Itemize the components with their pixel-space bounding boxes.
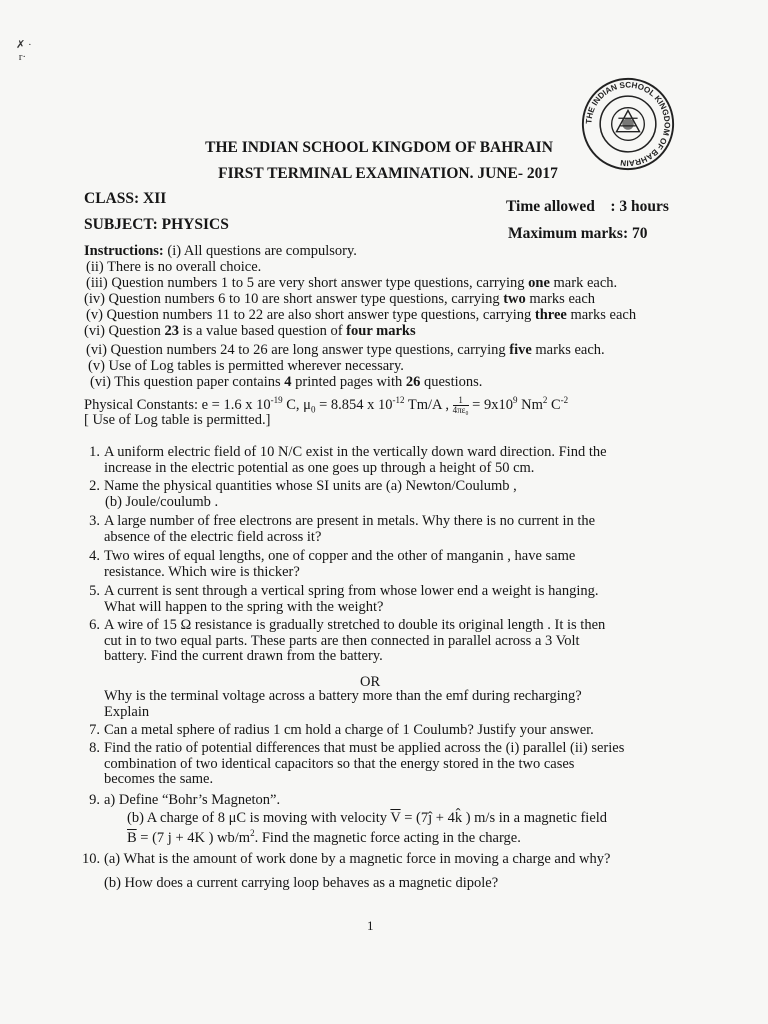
class-label: CLASS: XII [84,190,167,207]
instruction-line-8: (v) Use of Log tables is permitted wherever necessary. [88,358,404,374]
question-9: 9. a) Define “Bohr’s Magneton”. (b) A charge of 8 μC is moving with velocity $\overline{V}$ = (7ĵ + 4k̂ ) m/s in a magnetic field $\overline{B} = (7$ j + 4K ) $wb/m^2$. Find the magnetic force acting in the charge. [89,792,608,846]
time-allowed [506,198,669,216]
subject-label: SUBJECT: PHYSICS [84,216,229,233]
instruction-line-5: (v) Question numbers 11 to 22 are also short answer type questions, carrying three marks each [86,307,637,323]
instruction-line-4: (iv) Question numbers 6 to 10 are short answer type questions, carrying two marks each [84,291,596,307]
question-8: 8. Find the ratio of potential differences that must be applied across the (i) parallel (ii) series combination of two identical capacitors so that the energy stored in the two cases becomes the same. [89,740,625,787]
question-4: 4. Two wires of equal lengths, one of copper and the other of manganin , have same resistance. Which wire is thicker? [89,548,576,580]
question-7: 7. Can a metal sphere of radius 1 cm hold a charge of 1 Coulumb? Justify your answer. [89,722,594,738]
seal-text: THE INDIAN SCHOOL KINGDOM OF BAHRAIN [584,80,672,168]
school-seal-stamp [580,76,676,172]
question-1: 1. A uniform electric field of 10 N/C exist in the vertically down ward direction. Find the increase in the electric potential as one goes up through a height of 50 cm. [89,444,607,476]
question-6: 6. A wire of 15 Ω resistance is gradually stretched to double its original length . It is then cut in to two equal parts. These parts are then connected in parallel across a 3 Volt battery. Find the current drawn from the battery. [89,617,606,664]
or-divider: OR [360,674,381,690]
constant-fraction: $\frac{1}{\text{4πε₀}}$ [452,395,469,415]
question-10-b: (b) How does a current carrying loop behaves as a magnetic dipole? [104,875,499,891]
question-6-alternative: Why is the terminal voltage across a battery more than the emf during recharging? Explain [104,688,582,720]
instruction-line-1: Instructions: (i) All questions are compulsory. [84,243,357,259]
page-number: 1 [367,918,374,933]
exam-title: FIRST TERMINAL EXAMINATION. JUNE- 2017 [218,165,558,182]
question-10: 10. (a) What is the amount of work done by a magnetic force in moving a charge and why? [82,851,611,867]
log-table-note: [ Use of Log table is permitted.] [84,412,271,428]
margin-marks: ✗ · r· [16,39,32,63]
field-vector: $\overline{B}$ [127,829,137,846]
question-2: 2. Name the physical quantities whose SI units are (a) Newton/Coulumb , (b) Joule/coulumb . [89,478,517,510]
physical-constants: Physical Constants: e = 1.6 x $10^{-19}$ C, $\mu_0 = 8.854$ x $10^{-12}$ Tm/A , $\frac{1}{\text{4πε₀}}$ = $9x10^9$ Nm$^2$ $C^{-2}$ [84,395,569,415]
instruction-line-9: (vi) This question paper contains 4 printed pages with 26 questions. [90,374,483,390]
instruction-line-3: (iii) Question numbers 1 to 5 are very short answer type questions, carrying one mark each. [86,275,618,291]
maximum-marks: Maximum marks: 70 [508,225,648,242]
school-title: THE INDIAN SCHOOL KINGDOM OF BAHRAIN [205,139,553,156]
velocity-vector: $\overline{V}$ [390,809,401,826]
question-3: 3. A large number of free electrons are present in metals. Why there is no current in the absence of the electric field across it? [89,513,596,545]
instruction-line-7: (vi) Question numbers 24 to 26 are long answer type questions, carrying five marks each. [86,342,605,358]
time-label: Time allowed [506,198,595,215]
instruction-line-2: (ii) There is no overall choice. [86,259,262,275]
instruction-line-6: (vi) Question 23 is a value based question of four marks [84,323,416,339]
question-5: 5. A current is sent through a vertical spring from whose lower end a weight is hanging. What will happen to the spring with the weight? [89,583,599,615]
time-value: : 3 hours [610,198,669,215]
